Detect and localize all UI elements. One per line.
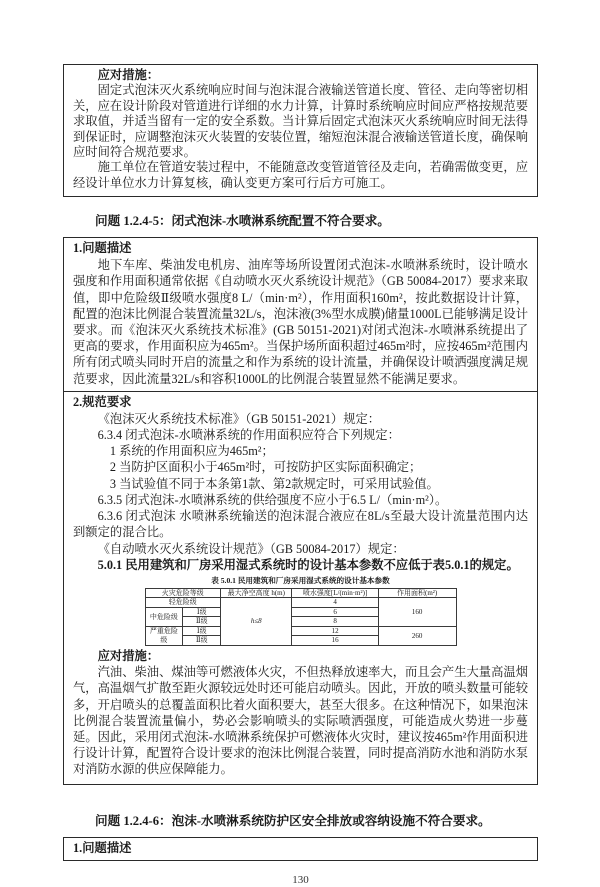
problem-description-paragraph: 地下车库、柴油发电机房、油库等场所设置闭式泡沫-水喷淋系统时，设计喷水强度和作用面积通常依据《自动喷水灭火系统设计规范》（GB 50084-2017）要求来取值，即中危险级Ⅱ级喷水强度8 L/（min·m²），作用面积160m²，按此数据设计计算，配置的泡沫比例混合装置流量32L/s，泡沫液(3%型水成膜)储量1000L已能够满足设计要求。而《泡沫灭火系统技术标准》(GB 50151-2021)对闭式泡沫-水喷淋系统提出了更高的要求，作用面积应为465m²。当保护场所面积超过465m²时，应按465m²范围内所有闭式喷头同时开启的流量之和作为系统的设计流量，并确保设计喷洒强度满足规范要求，因此流量32L/s和容积1000L的比例混合装置显然不能满足要求。 [73,258,528,386]
cell-medium-grade-1: Ⅰ级 [183,607,221,617]
clause-6-3-6: 6.3.6 闭式泡沫 水喷淋系统输送的泡沫混合液应在8L/s至最大设计流量范围内达到额定的混合比。 [73,509,528,540]
table-5-0-1-caption: 表 5.0.1 民用建筑和厂房采用湿式系统的设计基本参数 [211,575,390,585]
cell-area-160: 160 [378,598,456,627]
table-header-row [145,588,456,598]
measures-heading: 应对措施： [97,648,160,663]
problem-1-2-4-6-title: 问题 1.2.4-6：泡沫-水喷淋系统防护区安全排放或容纳设施不符合要求。 [95,813,491,828]
col-header-hazard: 火灾危险等级 [145,588,221,598]
problem-1-2-4-5-title: 问题 1.2.4-5：闭式泡沫-水喷淋系统配置不符合要求。 [95,214,390,229]
quote2-intro: 《自动喷水灭火系统设计规范》（GB 50084-2017）规定： [97,541,405,556]
problem-description-heading: 1.问题描述 [73,241,132,256]
clause-5-0-1: 5.0.1 民用建筑和厂房采用湿式系统时的设计基本参数不应低于表5.0.1的规定。 [97,557,519,572]
problem-1-2-4-5-box [63,237,538,784]
cell-severe-grade-1: Ⅰ级 [183,626,221,636]
code-requirements-heading: 2.规范要求 [73,394,132,409]
cell-medium-grade-2: Ⅱ级 [183,617,221,627]
quote1-intro: 《泡沫灭火系统技术标准》（GB 50151-2021）规定： [97,411,381,426]
col-header-height: 最大净空高度 h(m) [221,588,292,598]
code-requirements-section [64,391,537,784]
table-row [145,598,456,608]
cell-medium-level: 中危险级 [145,607,183,626]
cell-severe-grade-2: Ⅱ级 [183,636,221,646]
prev-measures-box [63,64,538,197]
prev-measures-paragraph-2: 施工单位在管道安装过程中，不能随意改变管道管径及走向，若确需做变更，应经设计单位水力计算复核，确认变更方案可行后方可施工。 [73,160,528,190]
cell-severe-level: 严重危险级 [145,626,183,645]
cell-medium-intensity-2: 8 [292,617,378,627]
clause-6-3-4-item-3: 3 当试验值不同于本条第1款、第2款规定时，可采用试验值。 [109,476,439,491]
prev-measures-paragraph-1: 固定式泡沫灭火系统响应时间与泡沫混合液输送管道长度、管径、走向等密切相关，应在设计阶段对管道进行详细的水力计算，计算时系统响应时间应严格按规范要求取值，并适当留有一定的安全系数。当计算后固定式泡沫灭火系统响应时间无法得到保证时，应调整泡沫灭火装置的安装位置，缩短泡沫混合液输送管道长度，确保响应时间符合规范要求。 [73,83,528,160]
col-header-intensity: 喷水强度[L/(min·m²)] [292,588,378,598]
cell-medium-intensity-1: 6 [292,607,378,617]
clause-6-3-4-item-2: 2 当防护区面积小于465m²时，可按防护区实际面积确定； [109,460,422,475]
clause-6-3-4-item-1: 1 系统的作用面积应为465m²； [109,444,274,459]
table-row [145,626,456,636]
cell-severe-intensity-2: 16 [292,636,378,646]
col-header-area: 作用面积(m²) [378,588,456,598]
cell-area-260: 260 [378,626,456,645]
problem-description-heading-2: 1.问题描述 [73,840,132,855]
prev-measures-heading: 应对措施： [97,68,160,82]
clause-6-3-4: 6.3.4 闭式泡沫-水喷淋系统的作用面积应符合下列规定： [97,428,400,443]
table-5-0-1 [145,588,457,646]
cell-max-height: h≤8 [221,598,292,646]
clause-6-3-5: 6.3.5 闭式泡沫-水喷淋系统的供给强度不应小于6.5 L/（min·m²）。 [97,492,448,507]
problem-1-2-4-6-box [63,837,538,861]
problem-description-section [64,238,537,391]
cell-severe-intensity-1: 12 [292,626,378,636]
cell-light-intensity: 4 [292,598,378,608]
page-number: 130 [292,873,309,886]
measures-paragraph: 汽油、柴油、煤油等可燃液体火灾，不但热释放速率大，而且会产生大量高温烟气，高温烟气扩散至距火源较远处时还可能启动喷头。因此，开放的喷头数量可能较多，开启喷头的总覆盖面积比着火面积要大，甚至大很多。在这种情况下，如果泡沫比例混合装置流量偏小，势必会影响喷头的实际喷洒强度，可能造成火势进一步蔓延。因此，采用闭式泡沫-水喷淋系统保护可燃液体火灾时，建议按465m²作用面积进行设计计算，配置符合设计要求的泡沫比例混合装置，同时提高消防水池和消防水泵对消防水源的供应保障能力。 [73,665,528,777]
cell-light-level: 轻危险级 [145,598,221,608]
